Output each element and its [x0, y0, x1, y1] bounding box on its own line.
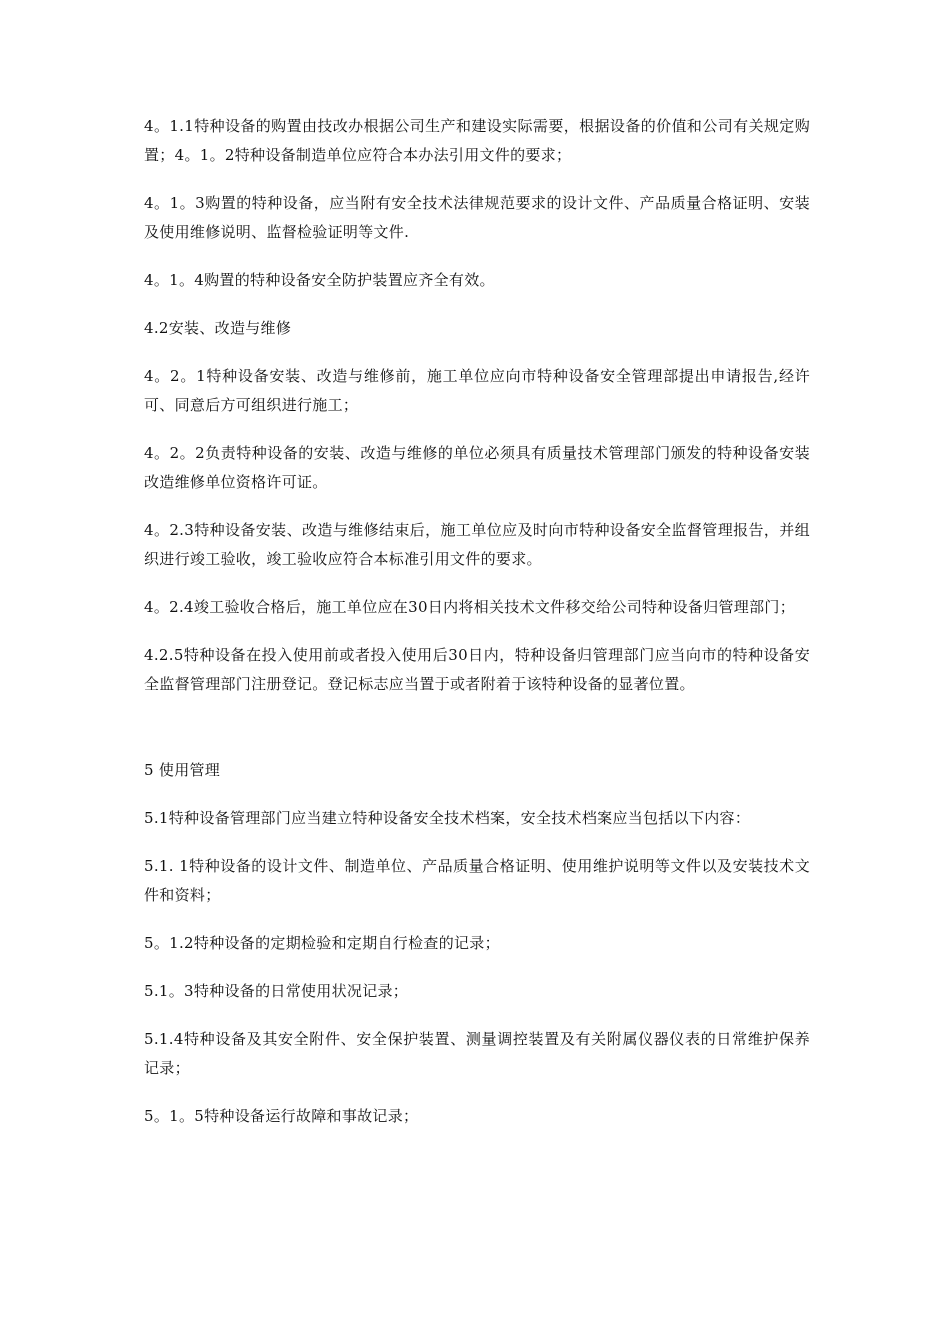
document-body [144, 112, 810, 1150]
paragraph-4-2-4: 4。2.4竣工验收合格后，施工单位应在30日内将相关技术文件移交给公司特种设备归管理部门； [144, 598, 795, 616]
section-spacer [144, 718, 810, 756]
paragraph-4-1-4: 4。1。4购置的特种设备安全防护装置应齐全有效。 [144, 271, 495, 289]
paragraph-5-1-1: 5.1. 1特种设备的设计文件、制造单位、产品质量合格证明、使用维护说明等文件以及安装技术文件和资料； [144, 857, 810, 904]
paragraph-5-1-2: 5。1.2特种设备的定期检验和定期自行检查的记录； [144, 934, 500, 952]
paragraph-5-1: 5.1特种设备管理部门应当建立特种设备安全技术档案，安全技术档案应当包括以下内容： [144, 809, 751, 827]
paragraph-5-1-3: 5.1。3特种设备的日常使用状况记录； [144, 982, 409, 1000]
paragraph-5-1-5: 5。1。5特种设备运行故障和事故记录； [144, 1107, 419, 1125]
section-heading-5: 5 使用管理 [144, 761, 221, 779]
paragraph-4-1-3: 4。1。3购置的特种设备，应当附有安全技术法律规范要求的设计文件、产品质量合格证明、安装及使用维修说明、监督检验证明等文件. [144, 194, 810, 241]
paragraph-4-1-1: 4。1.1特种设备的购置由技改办根据公司生产和建设实际需要，根据设备的价值和公司有关规定购置；4。1。2特种设备制造单位应符合本办法引用文件的要求； [144, 117, 810, 164]
paragraph-5-1-4: 5.1.4特种设备及其安全附件、安全保护装置、测量调控装置及有关附属仪器仪表的日常维护保养记录； [144, 1030, 810, 1077]
paragraph-4-2-1: 4。2。1特种设备安装、改造与维修前，施工单位应向市特种设备安全管理部提出申请报告,经许可、同意后方可组织进行施工； [144, 367, 810, 414]
section-heading-4-2: 4.2安装、改造与维修 [144, 319, 292, 337]
paragraph-4-2-5: 4.2.5特种设备在投入使用前或者投入使用后30日内，特种设备归管理部门应当向市的特种设备安全监督管理部门注册登记。登记标志应当置于或者附着于该特种设备的显著位置。 [144, 646, 810, 693]
paragraph-4-2-3: 4。2.3特种设备安装、改造与维修结束后，施工单位应及时向市特种设备安全监督管理报告，并组织进行竣工验收，竣工验收应符合本标准引用文件的要求。 [144, 521, 810, 568]
paragraph-4-2-2: 4。2。2负责特种设备的安装、改造与维修的单位必须具有质量技术管理部门颁发的特种设备安装改造维修单位资格许可证。 [144, 444, 810, 491]
